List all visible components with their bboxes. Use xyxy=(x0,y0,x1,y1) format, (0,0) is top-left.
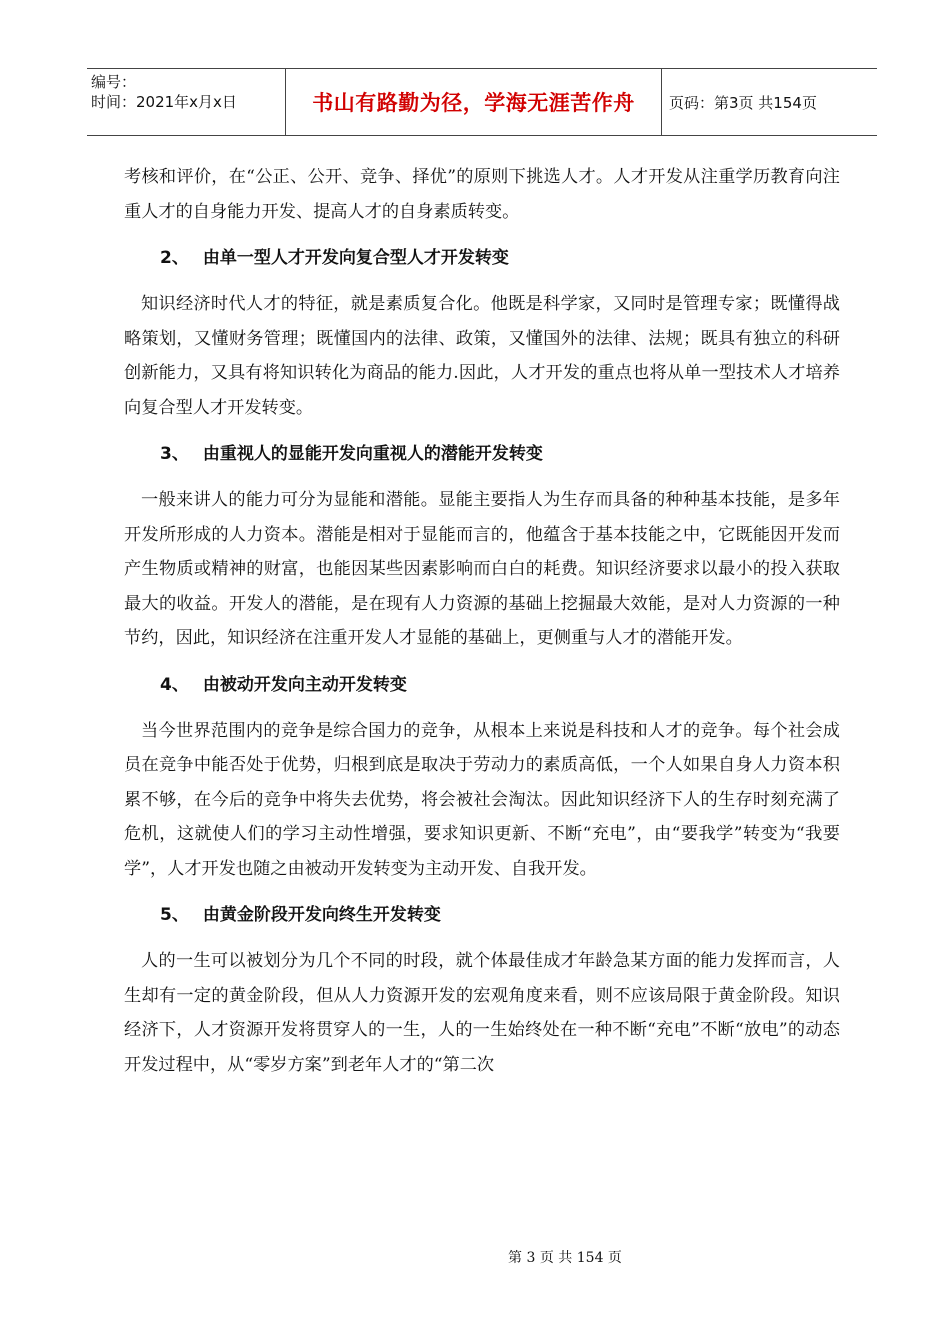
paragraph-section-5: 人的一生可以被划分为几个不同的时段，就个体最佳成才年龄急某方面的能力发挥而言，人生却有一定的黄金阶段，但从人力资源开发的宏观角度来看，则不应该局限于黄金阶段。知识经济下，人才资源开发将贯穿人的一生，人的一生始终处在一种不断“充电”不断“放电”的动态开发过程中，从“零岁方案”到老年人才的“第二次 xyxy=(124,951,840,1075)
header-meta xyxy=(87,69,286,135)
paragraph-intro: 考核和评价，在“公正、公开、竞争、择优”的原则下挑选人才。人才开发从注重学历教育向注重人才的自身能力开发、提高人才的自身素质转变。 xyxy=(124,167,840,222)
doc-number-label: 编号： xyxy=(91,73,137,91)
paragraph-section-3: 一般来讲人的能力可分为显能和潜能。显能主要指人为生存而具备的种种基本技能，是多年开发所形成的人力资本。潜能是相对于显能而言的，他蕴含于基本技能之中，它既能因开发而产生物质或精神的财富，也能因某些因素影响而白白的耗费。知识经济要求以最小的投入获取最大的收益。开发人的潜能，是在现有人力资源的基础上挖掘最大效能，是对人力资源的一种节约，因此，知识经济在注重开发人才显能的基础上，更侧重与人才的潜能开发。 xyxy=(124,490,840,648)
section-heading-4 xyxy=(160,668,840,702)
section-heading-5 xyxy=(160,898,840,932)
doc-time-label: 时间：2021年x月x日 xyxy=(91,93,237,111)
paragraph-section-4: 当今世界范围内的竞争是综合国力的竞争，从根本上来说是科技和人才的竞争。每个社会成员在竞争中能否处于优势，归根到底是取决于劳动力的素质高低，一个人如果自身人力资本积累不够，在今后的竞争中将失去优势，将会被社会淘汰。因此知识经济下人的生存时刻充满了危机，这就使人们的学习主动性增强，要求知识更新、不断“充电”，由“要我学”转变为“我要学”，人才开发也随之由被动开发转变为主动开发、自我开发。 xyxy=(124,720,840,879)
header-motto: 书山有路勤为径，学海无涯苦作舟 xyxy=(286,69,662,135)
section-title: 由被动开发向主动开发转变 xyxy=(202,674,407,695)
section-heading-2 xyxy=(160,241,840,275)
page-footer: 第 3 页 共 154 页 xyxy=(508,1250,622,1266)
section-title: 由黄金阶段开发向终生开发转变 xyxy=(202,905,441,925)
section-number: 2、 xyxy=(160,248,189,268)
section-title: 由重视人的显能开发向重视人的潜能开发转变 xyxy=(202,444,543,464)
section-number: 4、 xyxy=(160,674,189,695)
document-body xyxy=(124,160,840,1082)
page-header xyxy=(87,68,877,136)
section-number: 5、 xyxy=(160,905,189,925)
paragraph-section-2: 知识经济时代人才的特征，就是素质复合化。他既是科学家，又同时是管理专家；既懂得战略策划，又懂财务管理；既懂国内的法律、政策，又懂国外的法律、法规；既具有独立的科研创新能力，又具有将知识转化为商品的能力.因此，人才开发的重点也将从单一型技术人才培养向复合型人才开发转变。 xyxy=(124,294,840,418)
section-heading-3 xyxy=(160,437,840,471)
section-number: 3、 xyxy=(160,444,189,464)
header-page-info: 页码：第3页 共154页 xyxy=(669,93,817,112)
section-title: 由单一型人才开发向复合型人才开发转变 xyxy=(202,248,509,268)
